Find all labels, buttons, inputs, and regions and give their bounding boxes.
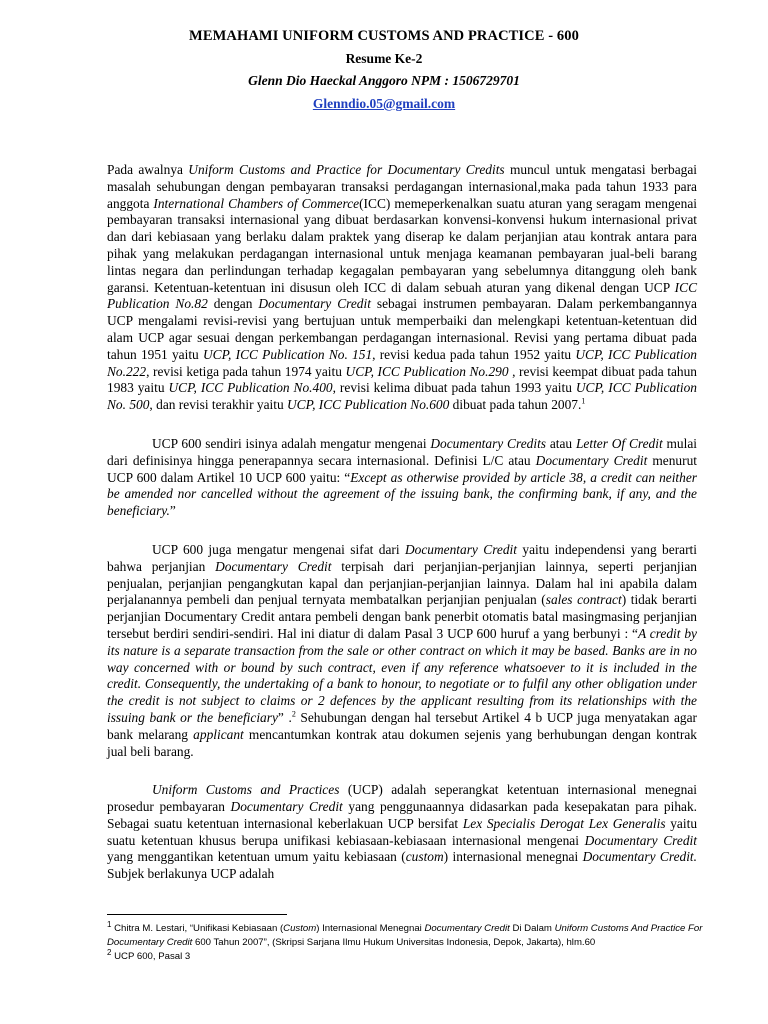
paragraph-2: UCP 600 sendiri isinya adalah mengatur mengenai Documentary Credits atau Letter Of Credit mulai dari definisinya hingga penerapannya secara internasional. Definisi L/C atau Documentary Credit menurut UCP 600 dalam Artikel 10 UCP 600 yaitu: “Except as otherwise provided by article 38, a credit can neither be amended nor cancelled without the agreement of the issuing bank, the confirming bank, if any, and the beneficiary.” bbox=[107, 435, 698, 519]
document-header bbox=[0, 28, 768, 113]
paragraph-3: UCP 600 juga mengatur mengenai sifat dari Documentary Credit yaitu independensi yang berarti bahwa perjanjian Documentary Credit terpisah dari perjanjian-perjanjian lainnya, seperti perjanjian penjualan, perjanjian pengangkutan kapal dan perjanjian-perjanjian lainnya. Dalam hal ini apabila dalam perjalanannya pembeli dan penjual ternyata membatalkan perjanjian penjualan (sales contract) tidak berarti perjanjian Documentary Credit antara pembeli dengan bank penerbit otomatis batal masingmasing perjanjian tersebut berdiri sendiri-sendiri. Hal ini diatur di dalam Pasal 3 UCP 600 huruf a yang berbunyi : “A credit by its nature is a separate transaction from the sale or other contract on which it may be based. Banks are in no way concerned with or bound by such contract, even if any reference whatsoever to it is included in the credit. Consequently, the undertaking of a bank to honour, to negotiate or to fulfil any other obligation under the credit is not subject to claims or 2 defences by the applicant resulting from its relationships with the issuing bank or the beneficiary” .$^2$ Sehubungan dengan hal tersebut Artikel 4 b UCP juga menyatakan agar bank melarang applicant mencantumkan kontrak atau dokumen sejenis yang berhubungan dengan kontrak jual beli barang. bbox=[107, 541, 697, 759]
footnotes bbox=[107, 919, 707, 964]
footnote-separator bbox=[107, 914, 287, 915]
document-body bbox=[107, 162, 697, 883]
footnote-2: $^2$ UCP 600, Pasal 3 bbox=[107, 947, 191, 962]
document-title: MEMAHAMI UNIFORM CUSTOMS AND PRACTICE - 600 bbox=[189, 28, 579, 44]
paragraph-1: Pada awalnya Uniform Customs and Practice for Documentary Credits muncul untuk mengatasi berbagai masalah sehubungan dengan pembayaran transaksi perdagangan internasional,maka pada tahun 1933 para anggota International Chambers of Commerce(ICC) memeperkenalkan suatu aturan yang seragam mengenai pembayaran transaksi internasional yang dibuat berdasarkan konvensi-konvensi hukum internasional privat dan dari kebiasaan yang berlaku dalam praktek yang diserap ke dalam perjanjian atau kontrak antara para pihak yang melakukan perdagangan internasional untuk menjaga keamanan pembayaran jual-beli barang lintas negara dan perlindungan terhadap kegagalan pembayaran yang sebelumnya ditanggung oleh bank garansi. Ketentuan-ketentuan ini disusun oleh ICC di dalam sebuah aturan yang dikenal dengan UCP ICC Publication No.82 dengan Documentary Credit sebagai instrumen pembayaran. Dalam perkembangannya UCP mengalami revisi-revisi yang bertujuan untuk memperbaiki dan melengkapi ketentuan-ketentuan did alam UCP agar sesuai dengan perkembangan perdagangan internasional. Revisi yang pertama dibuat pada tahun 1951 yaitu UCP, ICC Publication No. 151, revisi kedua pada tahun 1952 yaitu UCP, ICC Publication No.222, revisi ketiga pada tahun 1974 yaitu UCP, ICC Publication No.290 , revisi keempat dibuat pada tahun 1983 yaitu UCP, ICC Publication No.400, revisi kelima dibuat pada tahun 1993 yaitu UCP, ICC Publication No. 500, dan revisi terakhir yaitu UCP, ICC Publication No.600 dibuat pada tahun 2007.$^1$ bbox=[107, 162, 698, 413]
paragraph-4: Uniform Customs and Practices (UCP) adalah seperangkat ketentuan internasional menegnai prosedur pembayaran Documentary Credit yang penggunaannya didasarkan pada kesepakatan para pihak. Sebagai suatu ketentuan internasional keberlakuan UCP bersifat Lex Specialis Derogat Lex Generalis yaitu suatu ketentuan khusus berupa unifikasi kebiasaan-kebiasaan internasional mengenai Documentary Credit yang menggantikan ketentuan umum yaitu kebiasaan (custom) internasional menegnai Documentary Credit. Subjek berlakunya UCP adalah bbox=[107, 782, 698, 882]
author-email-link[interactable]: Glenndio.05@gmail.com bbox=[312, 96, 456, 111]
author-line: Glenn Dio Haeckal Anggoro NPM : 1506729701 bbox=[248, 73, 520, 88]
footnote-ref-2[interactable]: 2 bbox=[291, 709, 296, 719]
footnote-ref-1[interactable]: 1 bbox=[581, 396, 586, 406]
footnote-1: $^1$ Chitra M. Lestari, “Unifikasi Kebiasaan (Custom) Internasional Menegnai Documentary Credit Di Dalam Uniform Customs And Practice For Documentary Credit 600 Tahun 2007”, (Skripsi Sarjana Ilmu Hukum Universitas Indonesia, Depok, Jakarta), hlm.60 bbox=[107, 919, 703, 948]
document-subtitle: Resume Ke-2 bbox=[345, 51, 423, 66]
